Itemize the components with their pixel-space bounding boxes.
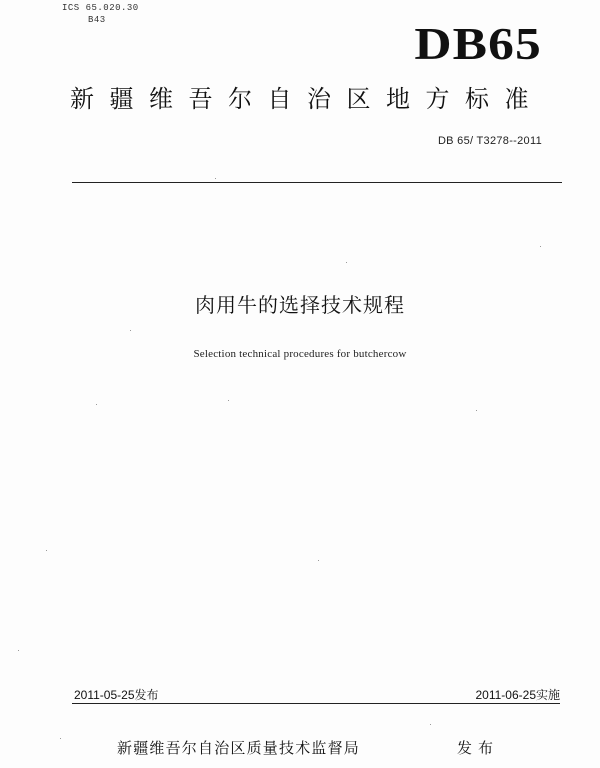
document-title-chinese: 肉用牛的选择技术规程 — [195, 293, 405, 317]
top-divider — [72, 182, 562, 183]
scan-speck — [228, 400, 229, 401]
standard-number: DB 65/ T3278--2011 — [437, 135, 542, 147]
scan-speck — [18, 650, 19, 651]
ccs-code: B43 — [88, 15, 106, 25]
scan-speck — [215, 178, 216, 179]
implementation-date: 2011-06-25实施 — [475, 688, 560, 702]
scan-speck — [96, 404, 97, 405]
scan-speck — [60, 738, 61, 739]
document-title-english: Selection technical procedures for butchercow — [193, 348, 407, 360]
scan-speck — [346, 262, 347, 263]
scan-speck — [318, 560, 319, 561]
ics-code: ICS 65.020.30 — [62, 3, 139, 13]
classification-codes — [62, 2, 139, 26]
publisher-name: 新疆维吾尔自治区质量技术监督局 — [117, 739, 361, 757]
issue-date: 2011-05-25发布 — [74, 688, 159, 702]
standard-code-logo: DB65 — [414, 18, 542, 69]
scan-speck — [476, 410, 477, 411]
publish-label: 发布 — [457, 739, 500, 757]
scan-speck — [130, 330, 131, 331]
scan-speck — [540, 246, 541, 247]
scan-speck — [46, 550, 47, 551]
standard-type-heading: 新疆维吾尔自治区地方标准 — [70, 85, 544, 113]
scan-speck — [430, 724, 431, 725]
bottom-divider — [72, 703, 560, 704]
